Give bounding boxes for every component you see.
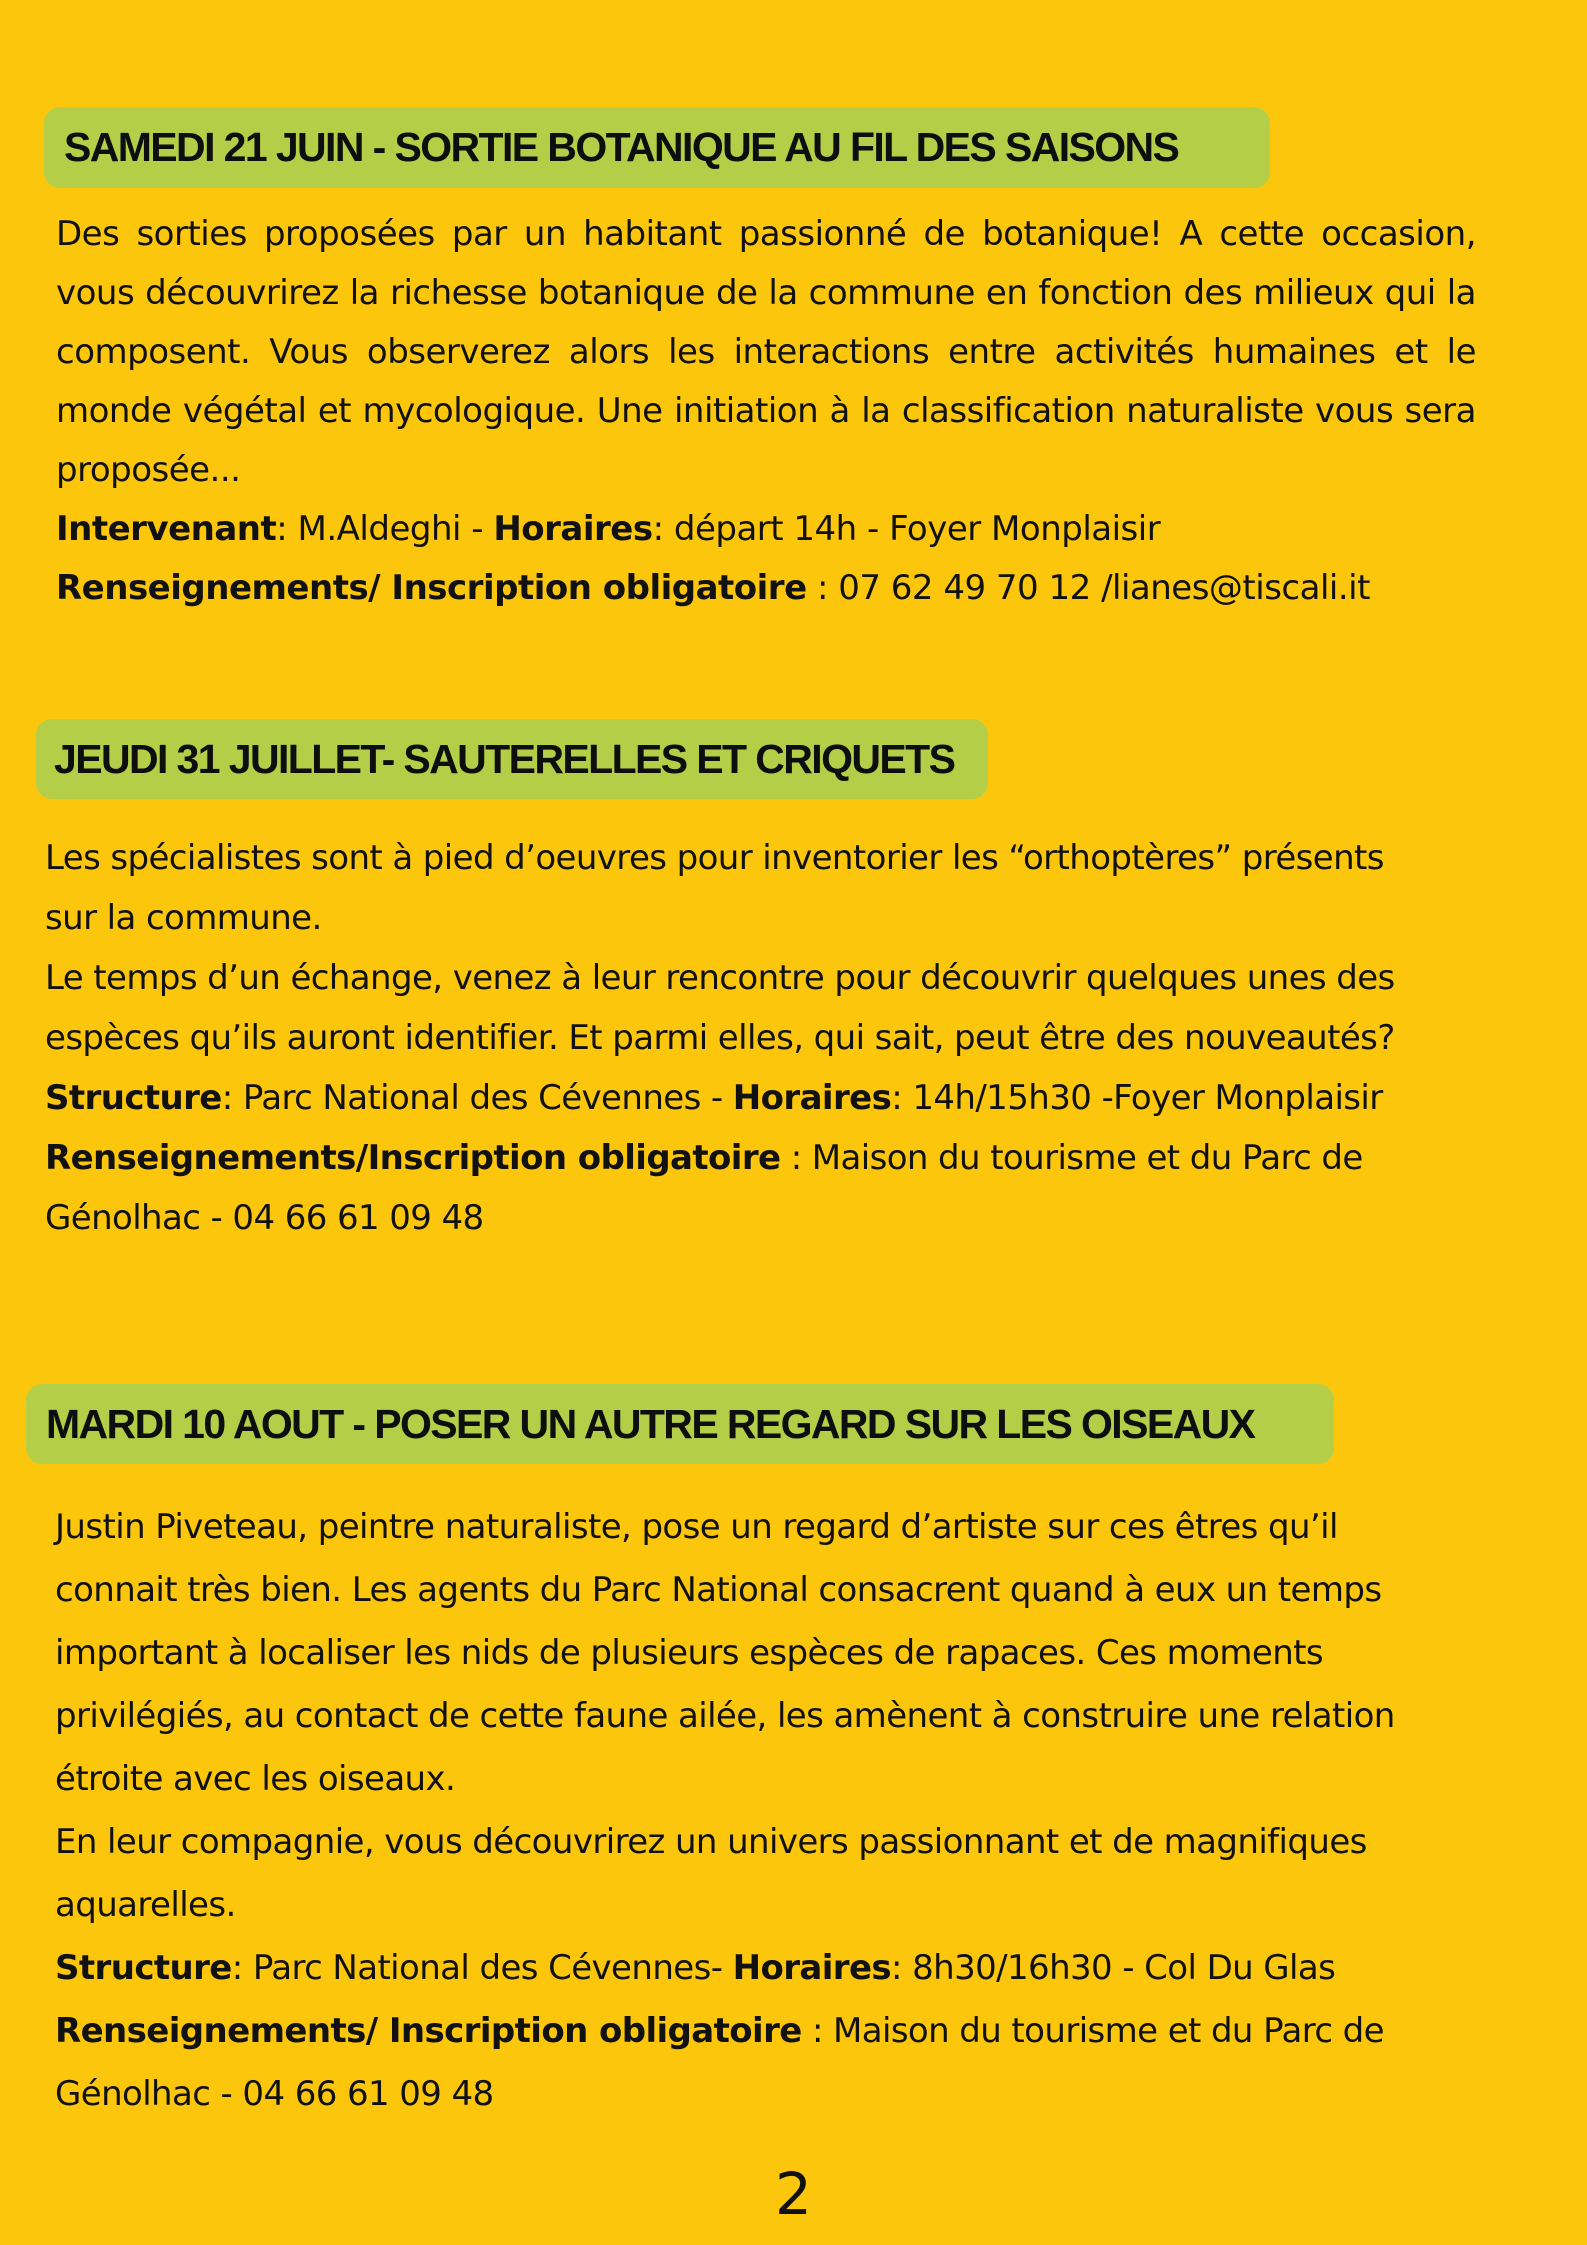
section-2-description-line-1: Les spécialistes sont à pied d’oeuvres pour inventorier les “orthoptères” présents (45, 838, 1384, 878)
section-3-contact-line (55, 2000, 1565, 2063)
contact-value: : Maison du tourisme et du Parc de (801, 2011, 1384, 2051)
section-2-body (45, 828, 1565, 1248)
section-1-body (56, 205, 1476, 618)
hours-label: Horaires (493, 509, 653, 549)
section-1-speaker-line (56, 500, 1476, 559)
section-2-description-line-4: espèces qu’ils auront identifier. Et parmi elles, qui sait, peut être des nouveautés? (45, 1018, 1395, 1058)
section-3-description-line-3: important à localiser les nids de plusieurs espèces de rapaces. Ces moments (55, 1633, 1323, 1673)
section-3-structure-line (55, 1937, 1565, 2000)
section-2-description-line-2: sur la commune. (45, 898, 322, 938)
structure-value: : Parc National des Cévennes- (231, 1948, 733, 1988)
section-2-structure-line (45, 1068, 1565, 1128)
contact-value: : 07 62 49 70 12 /lianes@tiscali.it (806, 568, 1370, 608)
section-3-description-line-5: étroite avec les oiseaux. (55, 1759, 456, 1799)
section-1-contact-line (56, 559, 1476, 618)
structure-value: : Parc National des Cévennes - (221, 1078, 733, 1118)
section-3-description-line-6: En leur compagnie, vous découvrirez un univers passionnant et de magnifiques (55, 1822, 1367, 1862)
section-3-title: MARDI 10 AOUT - POSER UN AUTRE REGARD SUR LES OISEAUX (46, 1400, 1255, 1447)
section-3-contact-line-2: Génolhac - 04 66 61 09 48 (55, 2074, 494, 2114)
section-3-description-line-1: Justin Piveteau, peintre naturaliste, pose un regard d’artiste sur ces êtres qu’il (55, 1507, 1338, 1547)
structure-label: Structure (45, 1078, 222, 1118)
page-number: 2 (775, 2160, 812, 2228)
section-2-contact-line-2: Génolhac - 04 66 61 09 48 (45, 1198, 484, 1238)
section-1-title-banner (44, 107, 1270, 188)
hours-value: : 8h30/16h30 - Col Du Glas (891, 1948, 1336, 1988)
section-1-title: SAMEDI 21 JUIN - SORTIE BOTANIQUE AU FIL DES SAISONS (64, 124, 1179, 170)
contact-label: Renseignements/ Inscription obligatoire (56, 568, 807, 608)
section-2-description-line-3: Le temps d’un échange, venez à leur rencontre pour découvrir quelques unes des (45, 958, 1395, 998)
section-3-title-banner (26, 1384, 1334, 1464)
contact-label: Renseignements/ Inscription obligatoire (55, 2011, 802, 2051)
section-1-description: Des sorties proposées par un habitant passionné de botanique! A cette occasion, vous découvrirez la richesse botanique de la commune en fonction des milieux qui la composent. Vous observerez alors les interactions entre activités humaines et le monde végétal et mycologique. Une initiation à la classification naturaliste vous sera proposée... (56, 214, 1476, 490)
hours-label: Horaires (732, 1948, 892, 1988)
section-2-title-banner (36, 719, 988, 799)
contact-value: : Maison du tourisme et du Parc de (780, 1138, 1363, 1178)
hours-value: : 14h/15h30 -Foyer Monplaisir (891, 1078, 1383, 1118)
speaker-value: : M.Aldeghi - (276, 509, 494, 549)
section-3-description-line-4: privilégiés, au contact de cette faune ailée, les amènent à construire une relation (55, 1696, 1395, 1736)
hours-value: : départ 14h - Foyer Monplaisir (652, 509, 1161, 549)
section-3-body (55, 1496, 1565, 2126)
hours-label: Horaires (732, 1078, 892, 1118)
section-2-title: JEUDI 31 JUILLET- SAUTERELLES ET CRIQUETS (54, 735, 955, 782)
contact-label: Renseignements/Inscription obligatoire (45, 1138, 781, 1178)
section-2-contact-line (45, 1128, 1565, 1188)
structure-label: Structure (55, 1948, 232, 1988)
section-3-description-line-7: aquarelles. (55, 1885, 236, 1925)
section-3-description-line-2: connait très bien. Les agents du Parc National consacrent quand à eux un temps (55, 1570, 1382, 1610)
speaker-label: Intervenant (56, 509, 277, 549)
